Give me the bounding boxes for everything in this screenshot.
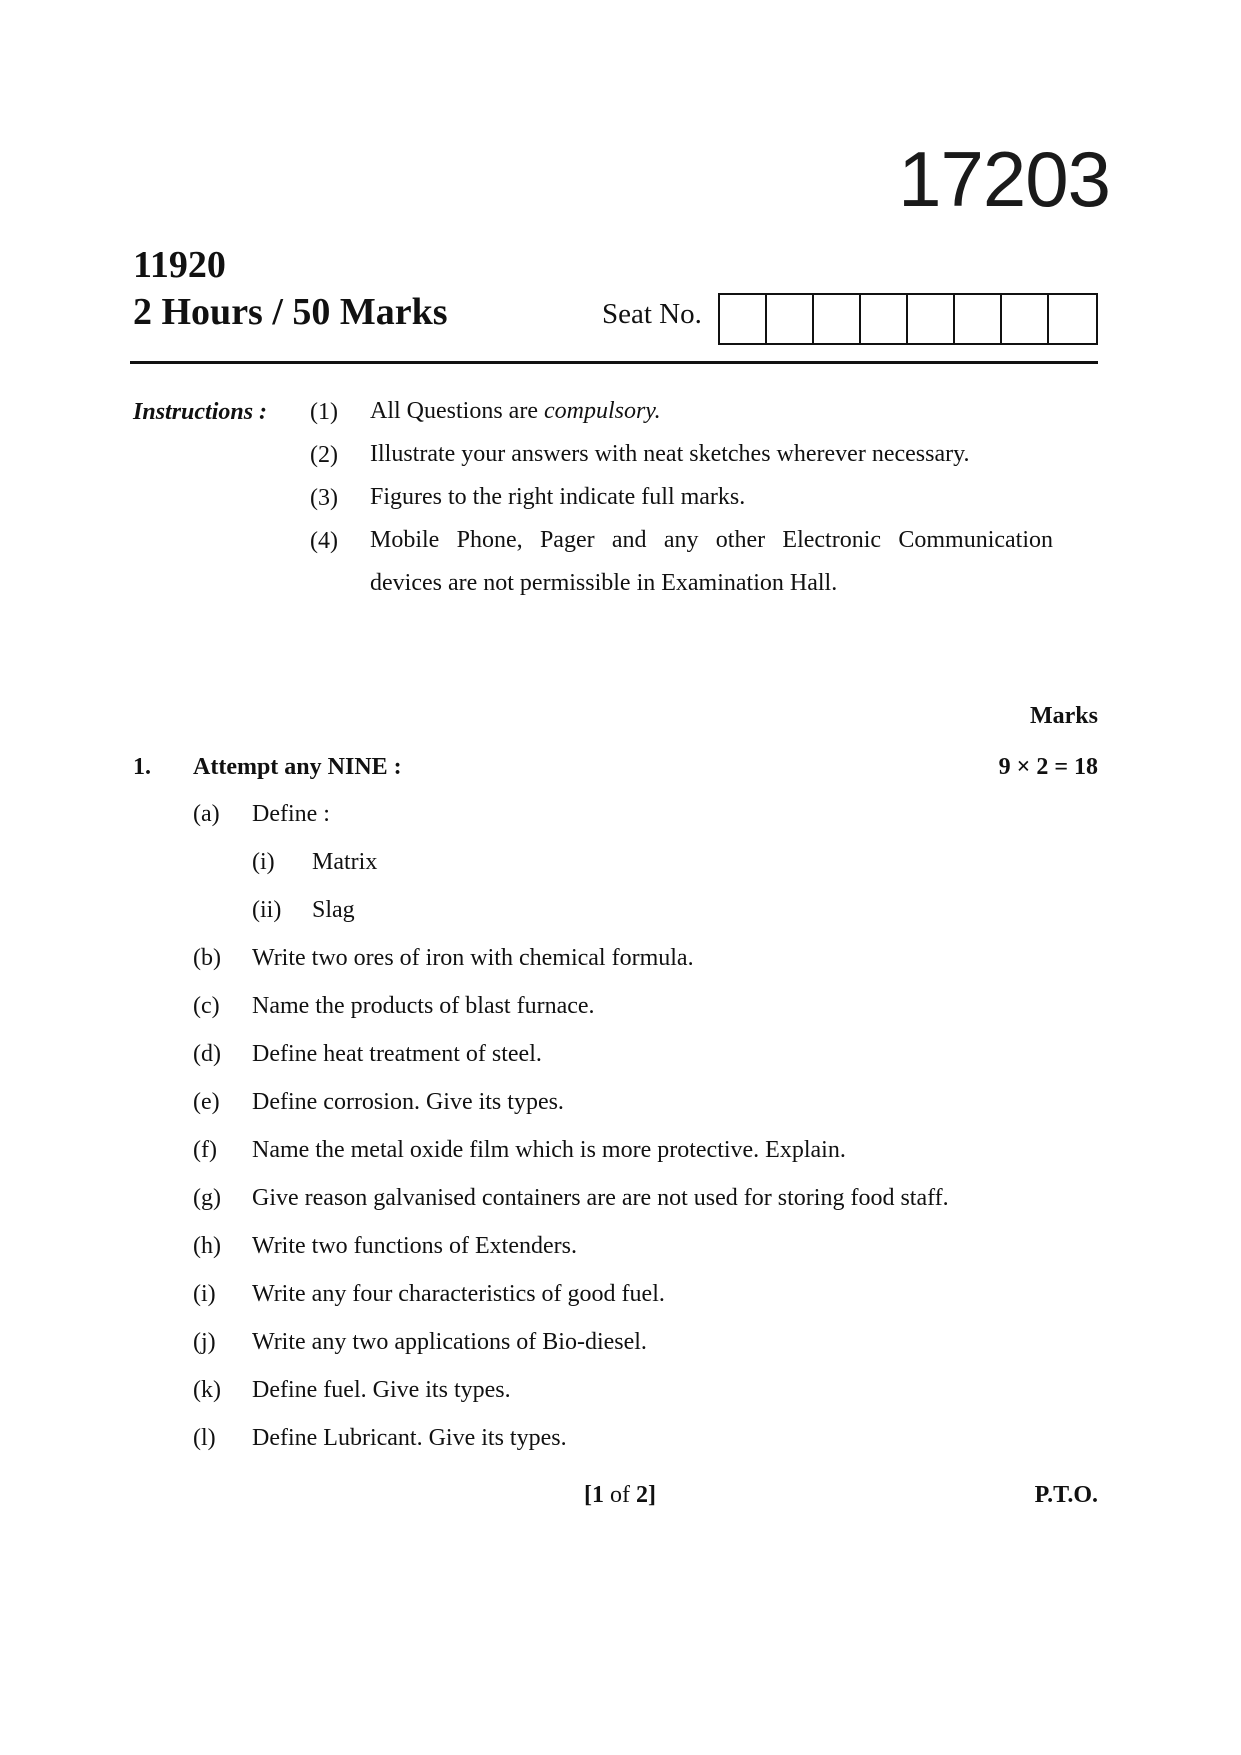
page-number [500, 1481, 740, 1509]
header-divider [130, 361, 1098, 364]
part-label: (j) [193, 1329, 216, 1355]
please-turn-over: P.T.O. [1034, 1482, 1098, 1508]
part-label: (e) [193, 1089, 220, 1115]
part-text: Write any two applications of Bio-diesel. [252, 1329, 647, 1355]
instruction-text [370, 390, 1053, 433]
page-current: 1 [592, 1482, 604, 1508]
page-total: 2 [636, 1482, 648, 1508]
part-text: Name the products of blast furnace. [252, 993, 595, 1019]
part-text: Name the metal oxide film which is more protective. Explain. [252, 1137, 846, 1163]
paper-code: 17203 [898, 135, 1110, 223]
seat-number-label: Seat No. [602, 298, 702, 330]
part-label: (a) [193, 801, 220, 827]
part-label: (i) [193, 1281, 216, 1307]
instruction-text-line-1: Mobile Phone, Pager and any other Electronic Communication [370, 527, 1053, 553]
part-label: (d) [193, 1041, 221, 1067]
seat-box [1002, 295, 1049, 343]
marks-column-heading: Marks [1030, 703, 1098, 729]
part-text: Define heat treatment of steel. [252, 1041, 542, 1067]
part-text: Define fuel. Give its types. [252, 1377, 511, 1403]
instruction-text: Illustrate your answers with neat sketches wherever necessary. [370, 441, 970, 467]
part-label: (b) [193, 945, 221, 971]
instruction-text: Figures to the right indicate full marks. [370, 484, 746, 510]
page-bracket-open: [ [584, 1482, 592, 1508]
exam-code: 11920 [133, 244, 226, 286]
part-text: Define : [252, 801, 330, 827]
part-text: Write two ores of iron with chemical formula. [252, 945, 694, 971]
subpart-text: Slag [312, 897, 355, 923]
instruction-text-plain: All Questions are [370, 398, 544, 424]
subpart-label: (ii) [252, 897, 282, 923]
part-label: (f) [193, 1137, 217, 1163]
question-title: Attempt any NINE : [193, 754, 402, 780]
instruction-number: (2) [310, 442, 338, 468]
part-label: (h) [193, 1233, 221, 1259]
part-text: Define corrosion. Give its types. [252, 1089, 564, 1115]
subpart-label: (i) [252, 849, 275, 875]
question-number: 1. [133, 754, 151, 780]
seat-box [955, 295, 1002, 343]
instruction-text-line-2: devices are not permissible in Examination Hall. [370, 570, 838, 596]
exam-duration: 2 Hours / 50 Marks [133, 291, 448, 333]
seat-box [814, 295, 861, 343]
part-text: Write two functions of Extenders. [252, 1233, 577, 1259]
question-marks: 9 × 2 = 18 [998, 754, 1098, 780]
seat-box [767, 295, 814, 343]
seat-box [720, 295, 767, 343]
instruction-number: (1) [310, 399, 338, 425]
part-label: (g) [193, 1185, 221, 1211]
seat-number-boxes [718, 293, 1098, 345]
seat-box [1049, 295, 1096, 343]
instruction-number: (3) [310, 485, 338, 511]
part-label: (c) [193, 993, 220, 1019]
subpart-text: Matrix [312, 849, 378, 875]
instruction-text-emphasis: compulsory. [543, 398, 661, 424]
instruction-number: (4) [310, 528, 338, 554]
seat-box [861, 295, 908, 343]
page-bracket-close: ] [648, 1482, 656, 1508]
part-text: Define Lubricant. Give its types. [252, 1425, 567, 1451]
part-text: Give reason galvanised containers are are not used for storing food staff. [252, 1185, 949, 1211]
page-of: of [604, 1482, 636, 1508]
part-text: Write any four characteristics of good fuel. [252, 1281, 665, 1307]
instructions-label: Instructions : [133, 399, 268, 425]
part-label: (l) [193, 1425, 216, 1451]
part-label: (k) [193, 1377, 221, 1403]
seat-box [908, 295, 955, 343]
